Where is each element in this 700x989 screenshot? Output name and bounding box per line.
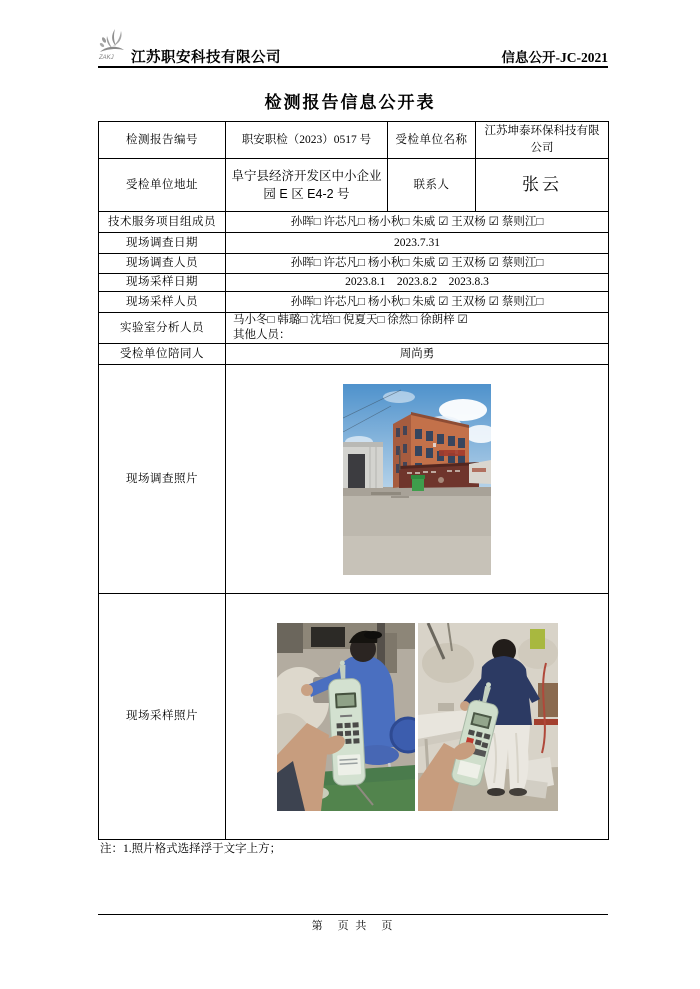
company-logo-icon — [97, 28, 129, 62]
table-row — [99, 365, 609, 594]
header-rule — [98, 66, 608, 68]
table-row — [99, 274, 609, 292]
table-row — [99, 159, 609, 212]
table-row — [99, 292, 609, 313]
table-row — [99, 233, 609, 254]
survey-photo-building — [343, 384, 491, 575]
sampling-photo-label: 现场采样照片 — [99, 594, 226, 840]
doc-code: 信息公开-JC-2021 — [501, 50, 608, 65]
table-row — [99, 344, 609, 365]
table-row — [99, 254, 609, 274]
sampling-photo-left — [277, 623, 415, 811]
escort-label: 受检单位陪同人 — [99, 344, 226, 365]
page-number: 第 页 共 页 — [311, 920, 395, 932]
table-row — [99, 594, 609, 840]
sampling-photo-right — [418, 623, 558, 811]
table-row — [99, 212, 609, 233]
lab-staff-label: 实验室分析人员 — [99, 313, 226, 344]
org-name-value: 江苏坤泰环保科技有限公司 — [476, 122, 609, 159]
footnote: 注：1.照片格式选择浮于文字上方； — [100, 843, 282, 855]
lab-staff-line1: 马小冬□ 韩璐□ 沈培□ 倪夏天□ 徐然□ 徐朗梓 ☑ — [233, 314, 468, 326]
footer-rule — [98, 914, 608, 915]
report-no-value: 职安职检（2023）0517 号 — [226, 122, 388, 159]
contact-label: 联系人 — [388, 159, 476, 212]
info-table — [98, 121, 609, 840]
survey-photo-label: 现场调查照片 — [99, 365, 226, 594]
contact-value: 张云 — [476, 159, 609, 212]
survey-date-value: 2023.7.31 — [226, 233, 609, 254]
escort-value: 周尚勇 — [226, 344, 609, 365]
team-label: 技术服务项目组成员 — [99, 212, 226, 233]
org-name-label: 受检单位名称 — [388, 122, 476, 159]
org-addr-label: 受检单位地址 — [99, 159, 226, 212]
org-addr-value: 阜宁县经济开发区中小企业园 E 区 E4-2 号 — [226, 159, 388, 212]
lab-staff-line2: 其他人员： — [233, 329, 291, 341]
company-name: 江苏职安科技有限公司 — [131, 50, 281, 66]
sampling-date-value: 2023.8.1 2023.8.2 2023.8.3 — [226, 274, 609, 292]
report-no-label: 检测报告编号 — [99, 122, 226, 159]
page-title: 检测报告信息公开表 — [264, 93, 436, 112]
survey-staff-label: 现场调查人员 — [99, 254, 226, 274]
survey-staff-value: 孙晖□ 许芯凡□ 杨小秋□ 朱威 ☑ 王双杨 ☑ 蔡则江□ — [226, 254, 609, 274]
table-row — [99, 122, 609, 159]
sampling-staff-label: 现场采样人员 — [99, 292, 226, 313]
survey-date-label: 现场调查日期 — [99, 233, 226, 254]
sampling-date-label: 现场采样日期 — [99, 274, 226, 292]
svg-text:ZAKJ: ZAKJ — [99, 55, 114, 61]
team-members: 孙晖□ 许芯凡□ 杨小秋□ 朱威 ☑ 王双杨 ☑ 蔡则江□ — [226, 212, 609, 233]
table-row — [99, 313, 609, 344]
sampling-staff-value: 孙晖□ 许芯凡□ 杨小秋□ 朱威 ☑ 王双杨 ☑ 蔡则江□ — [226, 292, 609, 313]
